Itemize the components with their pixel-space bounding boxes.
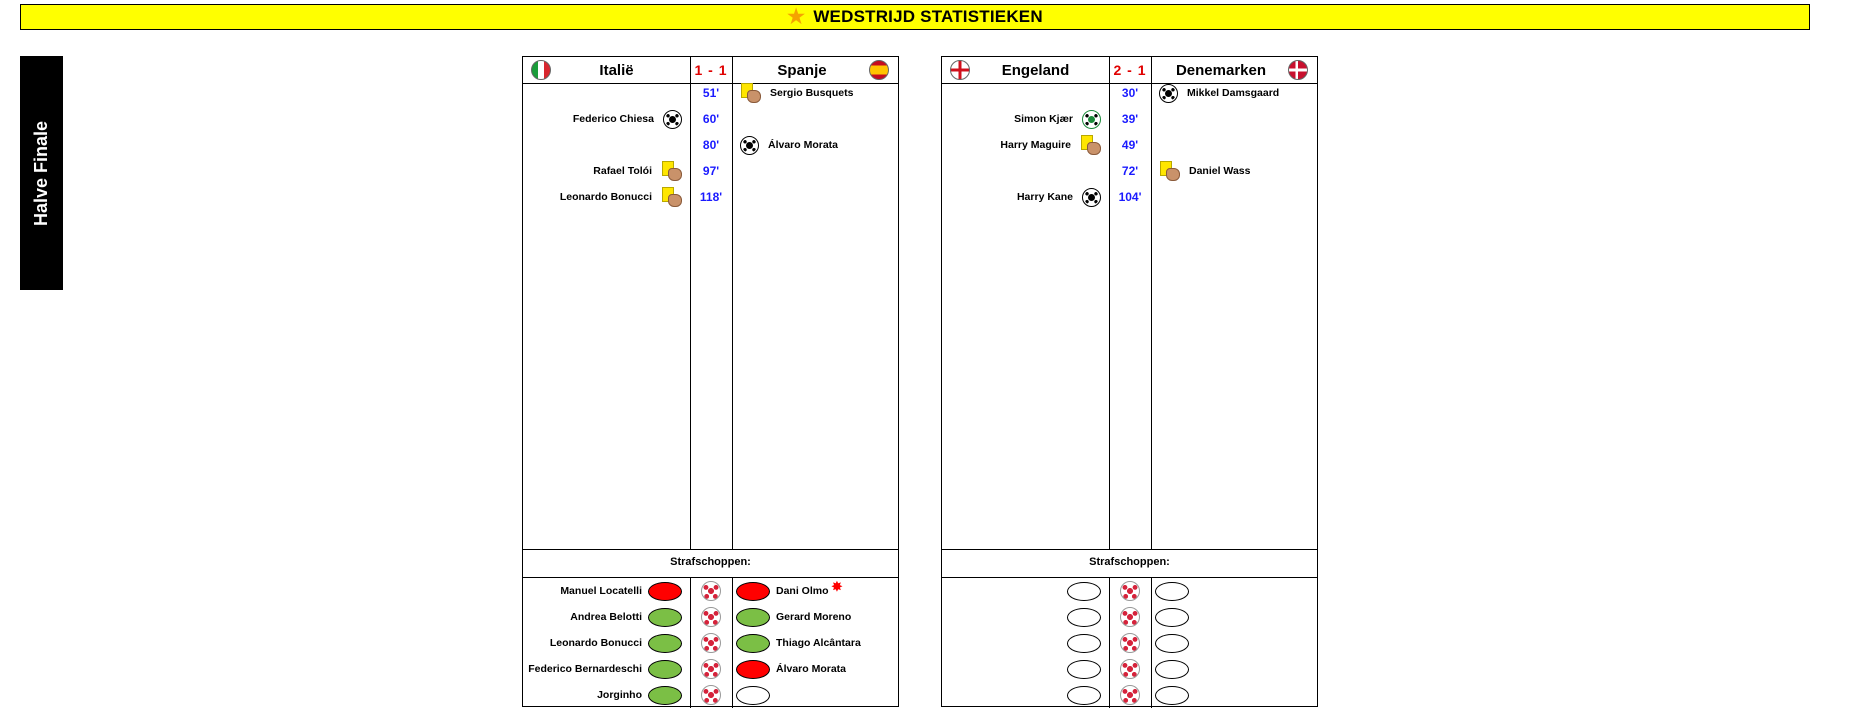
event-player: Leonardo Bonucci (559, 191, 652, 203)
penalty-ball-icon (1120, 685, 1140, 705)
title-bar (20, 4, 1810, 30)
penalty-result-none-icon (1155, 686, 1189, 705)
penalty-result-none-icon (1155, 582, 1189, 601)
spain-flag-icon (869, 60, 889, 80)
penalty-away (1155, 580, 1315, 602)
penalty-home (946, 684, 1101, 706)
penalty-ball-icon (1120, 633, 1140, 653)
event-player: Harry Maguire (1000, 139, 1071, 151)
penalty-away (1155, 658, 1315, 680)
penalty-result-none-icon (1067, 634, 1101, 653)
away-team-name: Denemarken (1175, 61, 1267, 79)
penalty-away (736, 658, 896, 680)
penalty-ball-icon (701, 607, 721, 627)
event-player: Harry Kane (1016, 191, 1073, 203)
italy-flag-icon (531, 60, 551, 80)
penalty-home (946, 580, 1101, 602)
event-minute: 60' (702, 112, 720, 126)
event-player: Federico Chiesa (572, 113, 654, 125)
penalty-taker: Thiago Alcântara (776, 637, 861, 649)
yellow-card-icon (661, 187, 682, 207)
penalty-ball-icon (1120, 659, 1140, 679)
penalty-taker: Dani Olmo (776, 585, 829, 597)
penalty-away (736, 606, 896, 628)
event-row (527, 160, 682, 182)
penalty-result-scored-icon (648, 634, 682, 653)
yellow-card-icon (661, 161, 682, 181)
penalty-center (1109, 658, 1151, 680)
round-label (20, 56, 63, 290)
penalty-ball-icon (1120, 581, 1140, 601)
penalty-home (946, 606, 1101, 628)
penalty-taker: Federico Bernardeschi (528, 663, 642, 675)
event-minute: 30' (1121, 86, 1139, 100)
column-divider (732, 577, 733, 708)
penalty-ball-icon (701, 685, 721, 705)
event-player: Sergio Busquets (770, 87, 854, 99)
penalty-taker: Gerard Moreno (776, 611, 852, 623)
penalty-ball-icon (701, 581, 721, 601)
penalty-ball-icon (701, 659, 721, 679)
column-divider (1151, 577, 1152, 708)
penalty-home (527, 658, 682, 680)
penalty-away (1155, 606, 1315, 628)
penalty-ball-icon (701, 633, 721, 653)
column-divider (732, 57, 733, 549)
event-row (1159, 82, 1315, 104)
penalty-home (527, 606, 682, 628)
event-row (946, 134, 1101, 156)
penalty-result-none-icon (1067, 660, 1101, 679)
penalty-center (1109, 684, 1151, 706)
column-divider (1151, 57, 1152, 549)
event-player: Daniel Wass (1189, 165, 1251, 177)
penalty-center (690, 580, 732, 602)
penalty-result-scored-icon (648, 608, 682, 627)
penalty-center (690, 684, 732, 706)
penalty-away (1155, 684, 1315, 706)
penalty-result-scored-icon (736, 608, 770, 627)
event-row (527, 108, 682, 130)
event-row (740, 134, 896, 156)
event-row (946, 108, 1101, 130)
penalty-result-none-icon (1067, 686, 1101, 705)
penalties-title: Strafschoppen: (670, 556, 751, 568)
event-minute: 118' (699, 190, 723, 204)
penalty-taker: Andrea Belotti (570, 611, 642, 623)
event-minute: 104' (1118, 190, 1142, 204)
penalty-home (946, 658, 1101, 680)
goal-ball-icon (1082, 188, 1101, 207)
match-panel (941, 56, 1318, 707)
event-minute: 39' (1121, 112, 1139, 126)
penalty-result-none-icon (1155, 634, 1189, 653)
penalty-result-none-icon (1155, 660, 1189, 679)
yellow-card-icon (740, 83, 761, 103)
penalty-result-none-icon (736, 686, 770, 705)
penalty-home (946, 632, 1101, 654)
match-score: 2 - 1 (1113, 62, 1147, 78)
page-title: WEDSTRIJD STATISTIEKEN (813, 7, 1043, 26)
goal-ball-icon (1159, 84, 1178, 103)
round-label-text: Halve Finale (31, 120, 52, 226)
event-row (527, 186, 682, 208)
penalty-result-missed-icon (736, 582, 770, 601)
penalty-home (527, 580, 682, 602)
penalty-result-missed-icon (736, 660, 770, 679)
own-goal-ball-icon (1082, 110, 1101, 129)
penalty-result-scored-icon (648, 660, 682, 679)
penalty-result-scored-icon (648, 686, 682, 705)
penalty-result-scored-icon (736, 634, 770, 653)
penalty-taker: Álvaro Morata (776, 663, 847, 675)
event-row (1159, 160, 1315, 182)
event-minute: 72' (1121, 164, 1139, 178)
penalty-center (1109, 606, 1151, 628)
penalty-away (736, 580, 896, 602)
penalty-result-missed-icon (648, 582, 682, 601)
event-row (740, 82, 896, 104)
penalty-away (1155, 632, 1315, 654)
penalty-ball-icon (1120, 607, 1140, 627)
yellow-card-icon (1159, 161, 1180, 181)
event-player: Álvaro Morata (768, 139, 839, 151)
home-team-name: Engeland (1001, 61, 1070, 79)
goal-ball-icon (740, 136, 759, 155)
home-team-name: Italië (599, 61, 634, 79)
penalties-title: Strafschoppen: (1089, 556, 1170, 568)
event-minute: 49' (1121, 138, 1139, 152)
event-player: Mikkel Damsgaard (1187, 87, 1280, 99)
match-panel (522, 56, 899, 707)
penalty-center (690, 632, 732, 654)
penalty-away (736, 684, 896, 706)
england-flag-icon (950, 60, 970, 80)
event-minute: 80' (702, 138, 720, 152)
penalty-taker: Leonardo Bonucci (549, 637, 642, 649)
penalty-home (527, 684, 682, 706)
penalty-taker: Manuel Locatelli (560, 585, 642, 597)
event-row (946, 186, 1101, 208)
match-score: 1 - 1 (694, 62, 728, 78)
event-player: Rafael Tolói (593, 165, 652, 177)
penalty-center (690, 658, 732, 680)
column-divider (1109, 57, 1110, 549)
yellow-card-icon (1080, 135, 1101, 155)
penalty-result-none-icon (1067, 608, 1101, 627)
penalty-result-none-icon (1155, 608, 1189, 627)
penalty-home (527, 632, 682, 654)
deciding-miss-icon: ✸ (831, 579, 843, 594)
penalty-result-none-icon (1067, 582, 1101, 601)
event-player: Simon Kjær (1014, 113, 1073, 125)
penalty-taker: Jorginho (597, 689, 642, 701)
star-icon: ★ (787, 6, 806, 28)
column-divider (690, 57, 691, 549)
row-divider (942, 577, 1317, 578)
penalty-center (1109, 632, 1151, 654)
denmark-flag-icon (1288, 60, 1308, 80)
row-divider (523, 577, 898, 578)
penalty-center (1109, 580, 1151, 602)
event-minute: 97' (702, 164, 720, 178)
away-team-name: Spanje (777, 61, 827, 79)
event-minute: 51' (702, 86, 720, 100)
penalty-away (736, 632, 896, 654)
goal-ball-icon (663, 110, 682, 129)
penalty-center (690, 606, 732, 628)
